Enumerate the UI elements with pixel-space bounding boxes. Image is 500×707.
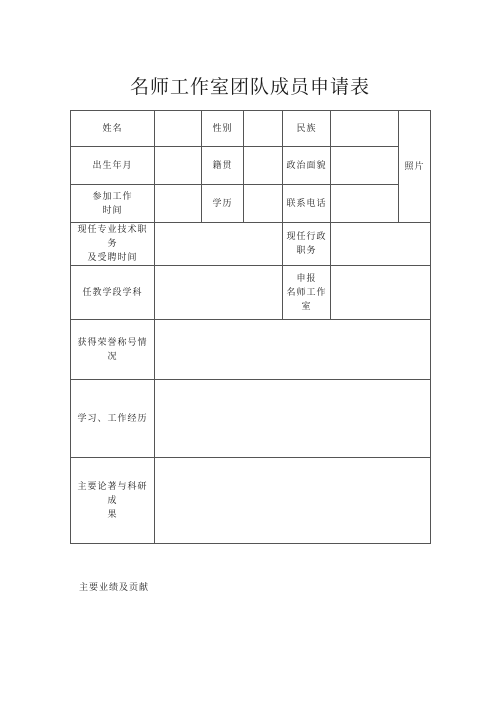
apply-studio-label-line2: 名师工作 [286, 287, 327, 298]
row-honors [71, 320, 431, 380]
admin-post-value-cell[interactable] [331, 223, 431, 266]
apply-studio-value-cell[interactable] [331, 266, 431, 320]
row-work-education [71, 185, 431, 223]
birth-label: 出生年月 [71, 147, 155, 185]
publications-label-line1: 主要论著与科研成 [77, 481, 148, 506]
admin-post-label [283, 223, 331, 266]
admin-post-label-line2: 职务 [296, 246, 317, 256]
honors-label: 获得荣誉称号情况 [71, 320, 155, 380]
experience-label: 学习、工作经历 [71, 380, 155, 458]
honors-value-cell[interactable] [155, 320, 431, 380]
tech-title-label-line1: 现任专业技术职务 [77, 225, 148, 249]
phone-value-cell[interactable] [331, 185, 399, 223]
political-status-label: 政治面貌 [283, 147, 331, 185]
tech-title-label-line2: 及受聘时间 [87, 253, 138, 263]
work-start-value-cell[interactable] [155, 185, 202, 223]
name-value-cell[interactable] [155, 111, 202, 147]
work-start-label-line1: 参加工作 [92, 191, 133, 202]
birth-value-cell[interactable] [155, 147, 202, 185]
document-title: 名师工作室团队成员申请表 [129, 76, 370, 98]
publications-value-cell[interactable] [155, 458, 431, 544]
apply-studio-label [283, 266, 331, 320]
work-start-label-line2: 时间 [102, 205, 123, 216]
native-place-value-cell[interactable] [244, 147, 283, 185]
education-label: 学历 [202, 185, 244, 223]
subject-value-cell[interactable] [155, 266, 283, 320]
ethnicity-value-cell[interactable] [331, 111, 399, 147]
row-birth-native [71, 147, 431, 185]
apply-studio-label-line3: 室 [301, 301, 312, 312]
publications-label [71, 458, 155, 544]
row-publications [71, 458, 431, 544]
row-tech-admin [71, 223, 431, 266]
apply-studio-label-line1: 申报 [296, 273, 317, 284]
achievements-heading: 主要业绩及贡献 [79, 583, 150, 593]
ethnicity-label: 民族 [283, 111, 331, 147]
row-subject-studio [71, 266, 431, 320]
admin-post-label-line1: 现任行政 [286, 232, 327, 242]
native-place-label: 籍贯 [202, 147, 244, 185]
tech-title-value-cell[interactable] [155, 223, 283, 266]
education-value-cell[interactable] [244, 185, 283, 223]
tech-title-label [71, 223, 155, 266]
experience-value-cell[interactable] [155, 380, 431, 458]
row-basic-info [71, 111, 431, 147]
gender-value-cell[interactable] [244, 111, 283, 147]
work-start-label [71, 185, 155, 223]
publications-label-line2: 果 [107, 509, 118, 520]
photo-cell[interactable]: 照片 [399, 111, 431, 223]
row-experience [71, 380, 431, 458]
name-label: 姓名 [71, 111, 155, 147]
political-status-value-cell[interactable] [331, 147, 399, 185]
gender-label: 性别 [202, 111, 244, 147]
application-form-table [70, 110, 431, 544]
subject-label: 任教学段学科 [71, 266, 155, 320]
phone-label: 联系电话 [283, 185, 331, 223]
